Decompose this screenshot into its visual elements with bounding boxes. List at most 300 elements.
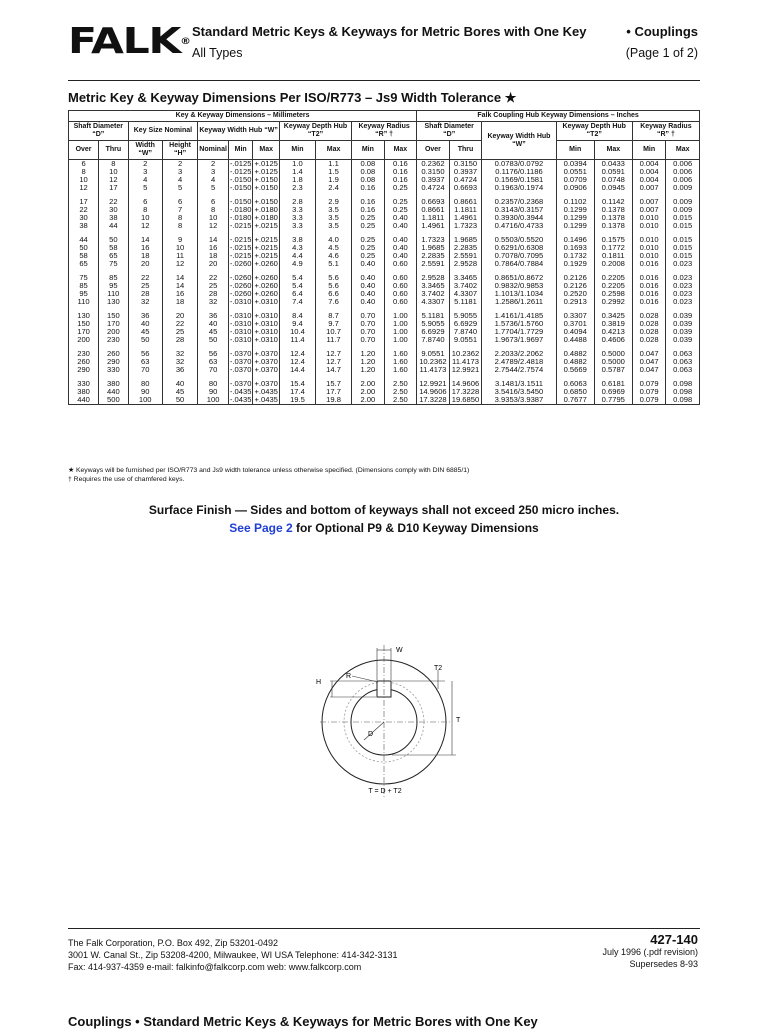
table-cell: 0.006: [666, 168, 700, 176]
table-cell: +.0150: [254, 183, 278, 192]
table-cell: 0.1378: [594, 222, 632, 230]
table-cell: 0.010: [632, 252, 666, 260]
table-cell: -.0215: [229, 251, 252, 260]
table-cell: 40: [128, 320, 162, 328]
table-cell: 12: [162, 260, 197, 268]
table-cell: 1.1811: [449, 206, 482, 214]
table-cell: 18: [198, 252, 229, 260]
table-cell: 0.009: [666, 198, 700, 206]
table-cell: 0.4213: [594, 328, 632, 336]
table-cell: 0.015: [666, 214, 700, 222]
table-cell: 10.2362: [417, 358, 450, 366]
table-cell: 1.7323: [417, 236, 450, 244]
table-cell: 1.2586/1.2611: [482, 298, 556, 306]
table-title: Metric Key & Keyway Dimensions Per ISO/R773 – Js9 Width Tolerance ★: [68, 90, 517, 105]
table-cell: 3.3465: [449, 274, 482, 282]
table-cell: 14: [198, 236, 229, 244]
table-cell: +.0215: [254, 251, 278, 260]
table-cell: 1.00: [384, 328, 417, 336]
table-cell: 0.25: [384, 206, 417, 214]
table-cell: 1.4161/1.4185: [482, 312, 556, 320]
table-cell: 56: [128, 350, 162, 358]
table-cell: 1.00: [384, 312, 417, 320]
table-cell: 10: [162, 244, 197, 252]
table-cell: 0.028: [632, 336, 666, 344]
table-cell: 95: [69, 290, 99, 298]
table-cell: 0.023: [666, 298, 700, 306]
table-cell: 230: [69, 350, 99, 358]
table-cell: 0.8661: [417, 206, 450, 214]
formula-label: T = D + T2: [368, 788, 402, 795]
table-cell: 5.9055: [449, 312, 482, 320]
table-cell: 2.9528: [417, 274, 450, 282]
table-cell: 4: [162, 176, 197, 184]
table-row: [69, 396, 700, 405]
table-cell: 0.60: [384, 290, 417, 298]
table-cell: 12.4: [279, 358, 315, 366]
table-cell: 0.010: [632, 214, 666, 222]
table-cell: 260: [69, 358, 99, 366]
table-cell: 1.9: [316, 176, 352, 184]
table-cell: 20: [162, 312, 197, 320]
sub-height: Height “H”: [162, 141, 197, 160]
table-cell: 0.079: [632, 396, 666, 405]
table-cell: 2.2033/2.2062: [482, 350, 556, 358]
table-cell: 58: [99, 244, 128, 252]
table-cell: 10.4: [279, 328, 315, 336]
table-cell: 11.4: [279, 336, 315, 344]
table-cell: 56: [198, 350, 229, 358]
table-row: [69, 336, 700, 344]
table-cell: 12: [128, 222, 162, 230]
table-cell: 50: [69, 244, 99, 252]
table-cell: 0.4882: [556, 350, 594, 358]
table-cell: 0.0906: [556, 184, 594, 192]
table-cell: 0.028: [632, 312, 666, 320]
table-cell: 0.0591: [594, 168, 632, 176]
table-cell: 8: [162, 214, 197, 222]
table-cell: 0.25: [352, 214, 385, 222]
table-cell: 38: [69, 222, 99, 230]
table-cell: 0.063: [666, 366, 700, 374]
doc-number: 427-140: [650, 932, 698, 947]
table-row: [69, 222, 700, 230]
table-cell: 17: [69, 198, 99, 206]
table-cell: 0.16: [352, 198, 385, 206]
table-cell: 500: [99, 396, 128, 405]
sub-over: Over: [417, 141, 450, 160]
table-cell: 0.1102: [556, 198, 594, 206]
table-cell: 0.4882: [556, 358, 594, 366]
col-keyway-depth: Keyway Depth Hub “T2”: [279, 122, 351, 141]
table-cell: 17.3228: [417, 396, 450, 405]
table-cell: 45: [162, 388, 197, 396]
table-cell: 2.9: [316, 198, 352, 206]
table-cell: 5.1: [316, 260, 352, 268]
table-cell: 0.016: [632, 298, 666, 306]
table-cell: +.0370: [254, 365, 278, 374]
table-cell: -.0435: [229, 387, 252, 396]
table-cell: 25: [128, 282, 162, 290]
table-cell: 14: [128, 236, 162, 244]
title-text: Standard Metric Keys & Keyways for Metric Bores with One Key: [192, 24, 587, 39]
table-cell: 1.9673/1.9697: [482, 336, 556, 344]
table-cell: 0.063: [666, 350, 700, 358]
table-cell: 6.6929: [417, 328, 450, 336]
table-row: [69, 184, 700, 192]
table-row: [69, 260, 700, 268]
table-cell: +.0125: [254, 159, 278, 168]
table-cell: +.0310: [254, 327, 278, 336]
table-cell: 2.00: [352, 388, 385, 396]
next-page-header-strip: Couplings • Standard Metric Keys & Keyways for Metric Bores with One Key: [68, 1014, 538, 1029]
table-cell: 1.00: [384, 336, 417, 344]
table-cell: 0.4716/0.4733: [482, 222, 556, 230]
table-cell: 3.7402: [449, 282, 482, 290]
table-cell: 3.5: [316, 206, 352, 214]
table-cell: 16: [162, 290, 197, 298]
table-cell: 1.60: [384, 350, 417, 358]
table-cell: -.0260: [229, 281, 252, 290]
table-cell: +.0125: [254, 167, 278, 176]
table-cell: 38: [99, 214, 128, 222]
table-cell: 0.2205: [594, 274, 632, 282]
table-cell: 36: [128, 312, 162, 320]
table-cell: 9.4: [279, 320, 315, 328]
table-cell: 70: [128, 366, 162, 374]
table-cell: 0.028: [632, 320, 666, 328]
table-cell: 0.25: [384, 184, 417, 192]
table-cell: 0.4606: [594, 336, 632, 344]
table-cell: +.0215: [254, 221, 278, 230]
table-cell: 0.5000: [594, 350, 632, 358]
table-cell: 4.3307: [417, 298, 450, 306]
table-cell: 0.40: [352, 274, 385, 282]
table-cell: 1.8: [279, 176, 315, 184]
table-cell: +.0260: [254, 273, 278, 282]
table-cell: 0.2008: [594, 260, 632, 268]
table-cell: 0.08: [352, 176, 385, 184]
table-cell: 14.9606: [417, 388, 450, 396]
table-cell: 6: [162, 198, 197, 206]
table-cell: 2.3: [279, 184, 315, 192]
table-cell: 0.1176/0.1186: [482, 168, 556, 176]
table-cell: 4.5: [316, 244, 352, 252]
table-cell: 150: [99, 312, 128, 320]
col-keyway-depth-in: Keyway Depth Hub “T2”: [556, 122, 632, 141]
table-cell: 0.016: [632, 290, 666, 298]
table-cell: 0.5000: [594, 358, 632, 366]
table-cell: 2.7544/2.7574: [482, 366, 556, 374]
table-cell: -.0125: [229, 167, 252, 176]
sub-min: Min: [228, 141, 253, 160]
table-cell: +.0215: [254, 243, 278, 252]
table-cell: 3.3465: [417, 282, 450, 290]
table-cell: +.0215: [254, 235, 278, 244]
table-cell: 10: [198, 214, 229, 222]
d-leader: [364, 722, 384, 740]
header-divider: [68, 80, 700, 81]
table-cell: 6.6929: [449, 320, 482, 328]
table-cell: 0.1569/0.1581: [482, 176, 556, 184]
table-cell: 0.1299: [556, 214, 594, 222]
table-cell: 14: [162, 274, 197, 282]
table-cell: 0.1299: [556, 206, 594, 214]
label-d: D: [368, 731, 374, 738]
table-cell: 0.007: [632, 198, 666, 206]
table-cell: 0.009: [666, 184, 700, 192]
table-cell: 11.4173: [449, 358, 482, 366]
table-cell: 0.25: [384, 198, 417, 206]
table-cell: 0.25: [352, 222, 385, 230]
table-cell: 18: [162, 298, 197, 306]
table-cell: 0.3937: [417, 176, 450, 184]
table-cell: 10.2362: [449, 350, 482, 358]
table-cell: 0.08: [352, 160, 385, 169]
table-cell: 0.6693: [417, 198, 450, 206]
table-cell: 0.5787: [594, 366, 632, 374]
table-cell: 0.40: [384, 236, 417, 244]
table-row: [69, 366, 700, 374]
table-cell: +.0435: [254, 395, 278, 404]
table-cell: 12.7: [316, 358, 352, 366]
table-cell: -.0310: [229, 327, 252, 336]
table-cell: 0.1575: [594, 236, 632, 244]
table-cell: 290: [99, 358, 128, 366]
table-cell: 90: [128, 388, 162, 396]
table-cell: 0.0783/0.0792: [482, 160, 556, 169]
table-cell: 10.7: [316, 328, 352, 336]
table-cell: 0.039: [666, 312, 700, 320]
table-cell: 0.40: [352, 260, 385, 268]
table-cell: 14: [162, 282, 197, 290]
table-cell: 85: [99, 274, 128, 282]
table-cell: 6: [198, 198, 229, 206]
table-cell: 11: [162, 252, 197, 260]
table-cell: 3.7402: [417, 290, 450, 298]
table-cell: +.0260: [254, 281, 278, 290]
table-cell: 0.039: [666, 336, 700, 344]
table-cell: 14.4: [279, 366, 315, 374]
table-cell: 1.0: [279, 160, 315, 169]
table-cell: +.0435: [254, 387, 278, 396]
table-cell: 75: [69, 274, 99, 282]
table-cell: 0.6850: [556, 388, 594, 396]
table-cell: 0.2126: [556, 274, 594, 282]
label-t: T: [456, 717, 461, 724]
table-cell: 230: [99, 336, 128, 344]
table-cell: -.0260: [229, 273, 252, 282]
table-cell: 9.0551: [417, 350, 450, 358]
table-cell: 0.016: [632, 274, 666, 282]
table-cell: 19.8: [316, 396, 352, 405]
table-cell: 11.4173: [417, 366, 450, 374]
table-cell: 0.8651/0.8672: [482, 274, 556, 282]
footer-divider: [68, 928, 700, 929]
table-cell: 0.4724: [449, 176, 482, 184]
table-cell: 0.08: [352, 168, 385, 176]
table-cell: 380: [69, 388, 99, 396]
category-label: • Couplings: [626, 24, 698, 39]
table-cell: 0.015: [666, 236, 700, 244]
table-cell: +.0370: [254, 357, 278, 366]
table-cell: 200: [99, 328, 128, 336]
table-cell: 0.3930/0.3944: [482, 214, 556, 222]
table-cell: 3.1481/3.1511: [482, 380, 556, 388]
table-cell: 0.2992: [594, 298, 632, 306]
table-cell: -.0125: [229, 159, 252, 168]
group-header-inches: Falk Coupling Hub Keyway Dimensions – Inches: [417, 111, 700, 122]
table-notes: [68, 466, 469, 484]
table-cell: 5.4: [279, 274, 315, 282]
table-cell: 5: [162, 184, 197, 192]
table-cell: 1.5736/1.5760: [482, 320, 556, 328]
table-cell: 75: [99, 260, 128, 268]
table-cell: 0.40: [384, 222, 417, 230]
table-cell: 3: [128, 168, 162, 176]
table-cell: 0.3937: [449, 168, 482, 176]
table-cell: 22: [99, 198, 128, 206]
table-cell: 0.5503/0.5520: [482, 236, 556, 244]
note-star: ★ Keyways will be furnished per ISO/R773 and Js9 width tolerance unless otherwise specified. (Dimensions comply with DIN 6885/1): [68, 467, 470, 474]
table-cell: 440: [69, 396, 99, 405]
table-cell: 0.7795: [594, 396, 632, 405]
table-cell: 15.7: [316, 380, 352, 388]
table-cell: 3.5: [316, 214, 352, 222]
table-cell: 1.20: [352, 358, 385, 366]
sub-min: Min: [279, 141, 315, 160]
table-cell: 0.25: [352, 252, 385, 260]
table-cell: 2.00: [352, 380, 385, 388]
see-page-text: for Optional P9 & D10 Keyway Dimensions: [292, 521, 539, 535]
table-cell: 1.9685: [449, 236, 482, 244]
table-cell: 7.8740: [449, 328, 482, 336]
table-cell: 0.3150: [449, 160, 482, 169]
table-cell: 19.5: [279, 396, 315, 405]
table-cell: 6.6: [316, 290, 352, 298]
page-header: [0, 0, 768, 80]
table-cell: 12.4: [279, 350, 315, 358]
table-cell: 2.50: [384, 380, 417, 388]
see-page-2-link[interactable]: See Page 2: [229, 521, 293, 535]
sub-min: Min: [632, 141, 666, 160]
table-cell: -.0150: [229, 197, 252, 206]
sub-over: Over: [69, 141, 99, 160]
table-cell: 7: [162, 206, 197, 214]
table-cell: 9.0551: [449, 336, 482, 344]
table-cell: 0.40: [384, 214, 417, 222]
label-t2: T2: [434, 665, 443, 672]
table-cell: 12: [198, 222, 229, 230]
table-cell: 5: [198, 184, 229, 192]
table-cell: 0.4724: [417, 184, 450, 192]
table-cell: 30: [69, 214, 99, 222]
table-cell: 36: [198, 312, 229, 320]
footer-line-3: Fax: 414-937-4359 e-mail: falkinfo@falkcorp.com web: www.falkcorp.com: [68, 962, 362, 972]
table-cell: 8: [128, 206, 162, 214]
table-cell: 0.70: [352, 312, 385, 320]
table-cell: 32: [128, 298, 162, 306]
table-cell: 110: [69, 298, 99, 306]
table-cell: 50: [128, 336, 162, 344]
table-cell: 2.00: [352, 396, 385, 405]
table-cell: 0.8661: [449, 198, 482, 206]
col-keyway-width-in: Keyway Width Hub “W”: [482, 122, 556, 160]
table-cell: 0.40: [352, 298, 385, 306]
table-cell: 12.9921: [417, 380, 450, 388]
table-cell: 0.009: [666, 206, 700, 214]
table-cell: 6: [69, 160, 99, 169]
table-cell: 4.6: [316, 252, 352, 260]
table-cell: 44: [99, 222, 128, 230]
table-cell: 9.7: [316, 320, 352, 328]
table-cell: 0.2357/0.2368: [482, 198, 556, 206]
table-cell: 11.7: [316, 336, 352, 344]
keyway-table: [68, 110, 700, 405]
sub-max: Max: [666, 141, 700, 160]
table-cell: 22: [162, 320, 197, 328]
table-cell: 1.1: [316, 160, 352, 169]
table-cell: 0.0748: [594, 176, 632, 184]
table-cell: -.0310: [229, 335, 252, 344]
table-cell: 65: [69, 260, 99, 268]
table-cell: 16: [198, 244, 229, 252]
table-cell: 0.60: [384, 260, 417, 268]
table-cell: 0.40: [352, 282, 385, 290]
table-cell: 0.70: [352, 320, 385, 328]
sub-nominal: Nominal: [198, 141, 229, 160]
table-cell: 4.3307: [449, 290, 482, 298]
table-cell: 7.6: [316, 298, 352, 306]
table-cell: 1.5: [316, 168, 352, 176]
table-cell: 3.5: [316, 222, 352, 230]
table-cell: 44: [69, 236, 99, 244]
table-cell: 3: [162, 168, 197, 176]
table-cell: 2.9528: [449, 260, 482, 268]
table-cell: 2.50: [384, 396, 417, 405]
col-keyway-width: Keyway Width Hub “W”: [198, 122, 280, 141]
table-cell: 0.1496: [556, 236, 594, 244]
table-cell: 0.40: [384, 252, 417, 260]
table-cell: 0.047: [632, 366, 666, 374]
table-cell: -.0180: [229, 205, 252, 214]
table-cell: 6.4: [279, 290, 315, 298]
table-cell: 18: [128, 252, 162, 260]
table-cell: 5.1181: [417, 312, 450, 320]
table-cell: 4.4: [279, 252, 315, 260]
table-cell: 0.098: [666, 380, 700, 388]
table-cell: 0.1929: [556, 260, 594, 268]
table-cell: 1.4: [279, 168, 315, 176]
table-cell: 10: [69, 176, 99, 184]
table-cell: 0.2913: [556, 298, 594, 306]
table-cell: 0.70: [352, 336, 385, 344]
label-r: R: [346, 673, 352, 680]
table-cell: 0.098: [666, 396, 700, 405]
table-cell: 0.028: [632, 328, 666, 336]
table-cell: 58: [69, 252, 99, 260]
table-cell: 0.1811: [594, 252, 632, 260]
table-cell: -.0215: [229, 243, 252, 252]
table-cell: 290: [69, 366, 99, 374]
sub-thru: Thru: [99, 141, 128, 160]
sub-max: Max: [384, 141, 417, 160]
sub-min: Min: [352, 141, 385, 160]
table-cell: +.0260: [254, 289, 278, 298]
table-cell: 3.8: [279, 236, 315, 244]
group-header-mm: Key & Keyway Dimensions – Millimeters: [69, 111, 417, 122]
table-cell: -.0435: [229, 395, 252, 404]
